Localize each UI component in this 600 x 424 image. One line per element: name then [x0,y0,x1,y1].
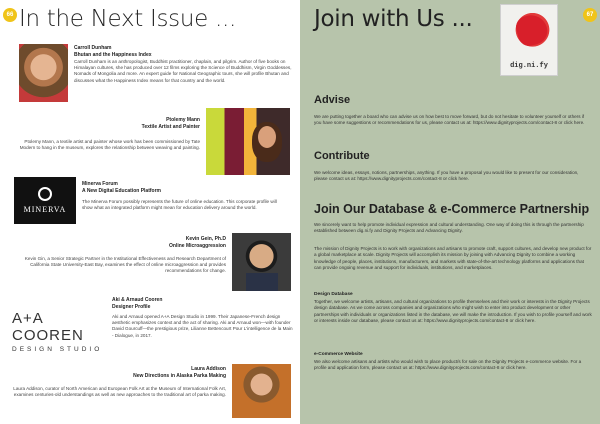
item-name: Aki & Arnaud Cooren [112,297,163,303]
dignify-logo [500,4,558,76]
ptolemy-mann-photo [206,108,290,175]
item-body: Carroll Dunham is an anthropologist, Buddhist practitioner, chaplain, and pilgrim. Author of five books on Himalayan cultures, she has produced over 12 films exploring the Science of Buddhism, Virgin Goddesses, Nomads of Mongolia and more. An expert guide for National Geographic tours, she will profile Bhutan and discusses what the Happiness Index means for that country and the world. [74,59,292,83]
dignify-logo-text: dig.ni.fy [510,62,548,70]
section-body-database-mission: The mission of Dignity Projects is to work with organizations and artisans to promote craft, support cultures, and develop new product for a global marketplace at scale. Dignity Projects will accomplish its mission by joining with Advancing Dignity to combine a working knowledge of people, places, institutions, manufacturers, and markets with state-of-the-art technology platforms and applications that can provide ongoing revenue and support for individuals, institutions, and marketplaces. [314,246,592,271]
item-body: Kevin Gin, a Senior Strategic Partner in the Institutional Effectiveness and Research Department of California State University-East Bay, examines the effect of online microaggression and provides recommendations for change. [24,256,226,274]
page-number-badge: 67 [583,8,597,22]
aa-cooren-logo-tagline: DESIGN STUDIO [12,346,103,353]
section-body-contribute: We welcome ideas, essays, notions, partnerships, anything. If you have a proposal you would like to present for our consideration, please contact us at: https://www.dignityprojects.com/contact-8 or click here. [314,170,579,182]
item-body: The Minerva Forum possibly represents the future of online education. This corporate profile will show what an integrated platform might mean for education delivery around the world. [82,199,277,211]
design-database-body: Together, we welcome artists, artisans, and cultural organizations to profile themselves and their work or interests in the Dignity Projects design database. As we come across companies and organizations who might wish to enter into product development or other partnerships with individuals or organizations listed in the database, we will make the introduction. If you wish to profile yourself and work or interests inside our database, please contact us at: https://www.dignityprojects.com/contact-8 or click here. [314,299,592,324]
ecommerce-body: We also welcome artisans and artists who would wish to place product/s for sale on the Dignity Projects e-commerce website. For a profile and application form, please contact us at: https://www.dignityprojects.com/contact-8 or click here. [314,359,582,371]
item-subtitle: Textile Artist and Painter [141,123,200,130]
item-subtitle: A New Digital Education Platform [82,187,161,194]
page-number-badge: 66 [3,8,17,22]
aa-cooren-logo [12,310,107,353]
design-database-title: Design Database [314,292,353,297]
aa-cooren-logo-name: A+A COOREN [12,310,84,344]
item-subtitle: Bhutan and the Happiness Index [74,51,152,58]
ecommerce-title: e-Commerce Website [314,352,363,357]
page-title: Join with Us ... [314,6,473,32]
kevin-gein-photo [232,233,291,291]
minerva-logo-text: MINERVA [23,205,67,214]
item-name: Kevin Gein, Ph.D [185,236,226,242]
item-heading [112,297,292,311]
section-heading-database: Join Our Database & e-Commerce Partnership [314,202,590,216]
section-body-database-intro: We sincerely want to help promote individual expression and cultural understanding. One way of doing this is through the partnership established between dig.ni.fy and Dignity Projects and Advancing Dignity. [314,222,584,234]
item-body: Ptolemy Mann, a textile artist and painter whose work has been commissioned by Tate Modern to hang in the museum, explores the relationship between weaving and painting. [19,139,200,151]
item-heading [100,236,226,250]
item-body: Laura Addison, curator of North American and European Folk Art at the Museum of International Folk Art, examines centuries-old understandings as well as new approaches to the traditional art of parka making. [13,386,226,398]
item-name: Carroll Dunham [74,45,112,51]
dignify-red-mark-icon [505,9,555,61]
item-subtitle: Online Microaggression [169,242,226,249]
minerva-circle-icon [38,187,52,201]
item-name: Minerva Forum [82,181,118,187]
carroll-dunham-photo [19,44,68,102]
item-body: Aki and Arnaud opened A+A Design Studio in 1999. Their Japanese-French design aesthetic emphasizes context and the act of sharing. Aki and Arnaud won—with founder David Gourcuff—the prestigious prize, Lilianne Bettencourt Pour L'intelligence de la Main - Dialogue, in 2017. [112,314,293,338]
item-subtitle: Designer Profile [112,303,151,310]
section-body-advise: We are putting together a board who can advise us on how best to move forward, but do not hesitate to volunteer yourself or others if you have some suggestions or recommendations for us, please contact us at: https://www.dignityprojects.com/contact-8 or click here. [314,114,585,126]
item-heading [82,181,282,195]
section-heading-contribute: Contribute [314,150,370,162]
item-subtitle: New Directions in Alaska Parka Making [133,372,226,379]
item-name: Laura Addison [191,366,226,372]
section-heading-advise: Advise [314,94,351,106]
minerva-logo [14,177,76,224]
page-title: In the Next Issue ... [19,6,237,32]
item-heading [100,366,226,380]
item-name: Ptolemy Mann [166,117,200,123]
item-heading [74,45,289,59]
laura-addison-photo [232,364,291,418]
item-heading [60,117,200,131]
